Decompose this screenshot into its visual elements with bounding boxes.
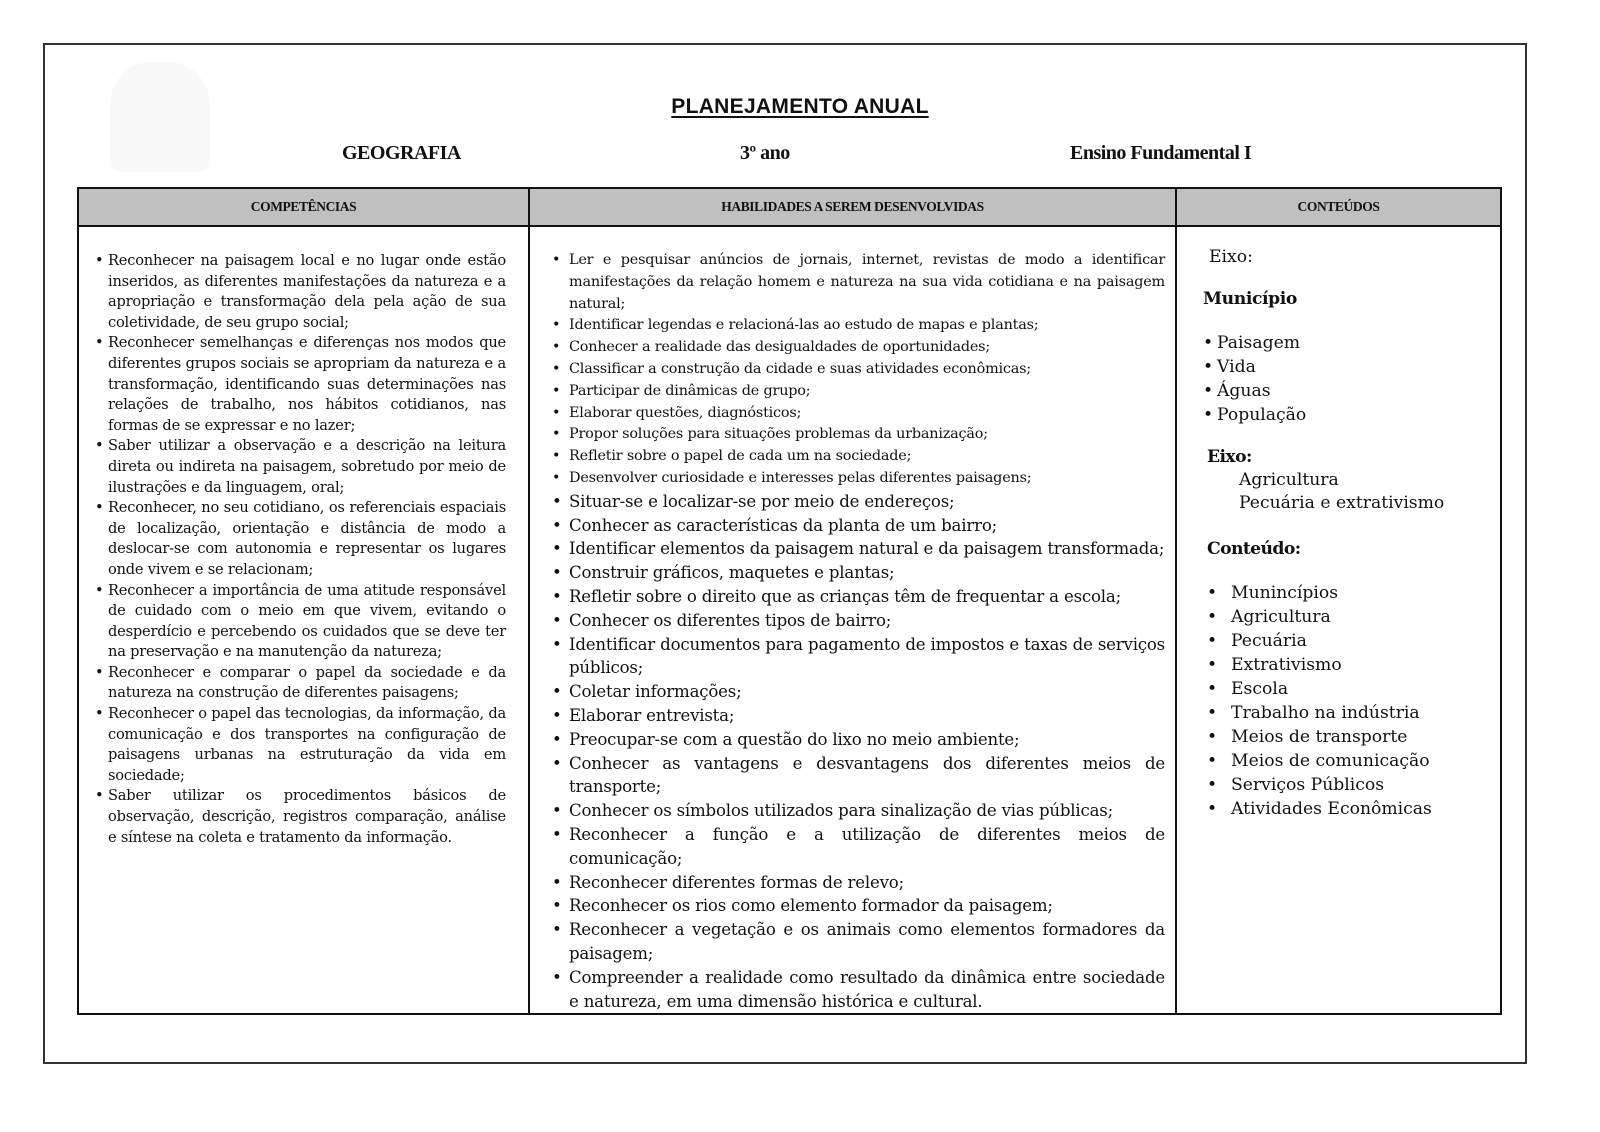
habilidade-item-text: Refletir sobre o direito que as crianças têm de frequentar a escola; [569,586,1121,606]
bullet-icon: • [552,586,562,606]
bullet-icon: • [1207,679,1218,699]
competencia-item [95,663,506,704]
habilidade-item-text: Identificar documentos para pagamento de impostos e taxas de serviços públicos; [569,634,1165,678]
conteudo-item-text: Atividades Econômicas [1231,799,1432,819]
bullet-icon: • [1207,751,1218,771]
habilidade-item [552,966,1165,1014]
bullet-icon: • [552,563,562,583]
municipio-topic-item-text: População [1217,405,1307,425]
conteudo-item [1203,725,1500,749]
habilidade-item [552,561,1165,585]
habilidade-item [552,633,1165,681]
habilidade-item [552,585,1165,609]
bullet-icon: • [552,469,561,486]
bullet-icon: • [1207,775,1218,795]
header-habilidades: HABILIDADES A SEREM DESENVOLVIDAS [529,188,1176,226]
competencia-item [95,786,506,848]
bullet-icon: • [1207,607,1218,627]
competencia-item-text: Reconhecer e comparar o papel da sociedade e da natureza na construção de diferentes paisagens; [108,663,506,702]
bullet-icon: • [552,252,561,268]
header-competencias: COMPETÊNCIAS [78,188,529,226]
habilidade-item-text: Conhecer as vantagens e desvantagens dos diferentes meios de transporte; [569,753,1165,797]
bullet-icon: • [552,610,562,630]
eixo-title-municipio: Município [1203,289,1297,309]
habilidade-item-text: Situar-se e localizar-se por meio de endereços; [569,491,955,511]
bullet-icon: • [552,448,561,465]
competencia-item-text: Reconhecer, no seu cotidiano, os referenciais espaciais de localização, orientação e distância de modo a deslocar-se com autonomia e representar os lugares onde vivem e se relacionam; [108,499,506,578]
bullet-icon: • [1207,583,1218,603]
conteudo-item-text: Extrativismo [1231,655,1342,675]
bullet-icon: • [552,317,561,334]
bullet-icon: • [552,491,562,511]
bullet-icon: • [1203,381,1214,401]
habilidade-item [552,250,1165,315]
bullet-icon: • [552,360,561,377]
bullet-icon: • [95,499,104,517]
municipio-topic-item [1203,403,1500,427]
eixo-2-item: Pecuária e extrativismo [1239,493,1445,513]
habilidade-item [552,609,1165,633]
bullet-icon: • [552,634,562,654]
habilidade-item [552,918,1165,966]
eixo-label: Eixo: [1209,247,1253,267]
bullet-icon: • [552,801,562,821]
habilidade-item-text: Compreender a realidade como resultado da dinâmica entre sociedade e natureza, em uma dimensão histórica e cultural. [569,967,1165,1011]
habilidade-item [552,359,1165,381]
header-conteudos: CONTEÚDOS [1176,188,1501,226]
planning-table [77,187,1502,1015]
subject-label: GEOGRAFIA [342,142,461,164]
conteudo-item [1203,797,1500,821]
habilidade-item-text: Identificar legendas e relacioná-las ao estudo de mapas e plantas; [569,317,1039,334]
bullet-icon: • [552,539,562,559]
habilidade-item [552,315,1165,337]
municipio-topic-item-text: Vida [1217,357,1256,377]
bullet-icon: • [95,663,104,681]
bullet-icon: • [552,753,562,773]
habilidade-item [552,514,1165,538]
habilidade-item-text: Elaborar questões, diagnósticos; [569,404,802,421]
bullet-icon: • [552,729,562,749]
conteudo-item-text: Trabalho na indústria [1231,703,1420,723]
competencias-cell [78,226,529,1014]
eixo-label-2: Eixo: [1207,447,1252,467]
conteudo-item-text: Munincípios [1231,583,1339,603]
competencia-item-text: Reconhecer a importância de uma atitude responsável de cuidado com o meio em que vivem, evitando o desperdício e percebendo os cuidados que se deve ter na preservação e na manutenção da natureza; [108,581,506,661]
table-body-row [78,226,1501,1014]
bullet-icon: • [95,252,104,269]
competencia-item-text: Saber utilizar os procedimentos básicos de observação, descrição, registros comparação, análise e síntese na coleta e tratamento da informação. [108,787,506,846]
municipio-topic-item [1203,331,1500,355]
habilidade-item [552,424,1165,446]
habilidades-cell [529,226,1176,1014]
municipio-topic-item-text: Águas [1217,381,1271,401]
bullet-icon: • [1207,703,1218,723]
conteudo-item-text: Meios de comunicação [1231,751,1430,771]
habilidade-item [552,403,1165,425]
education-level-label: Ensino Fundamental I [1070,142,1252,164]
conteudo-item [1203,653,1500,677]
conteudo-item [1203,581,1500,605]
habilidade-item [552,871,1165,895]
conteudo-list [1203,581,1500,821]
bullet-icon: • [552,426,561,443]
conteudos-block [1177,227,1500,821]
conteudo-item [1203,677,1500,701]
habilidade-item-text: Preocupar-se com a questão do lixo no meio ambiente; [569,729,1020,749]
habilidade-item-text: Construir gráficos, maquetes e plantas; [569,563,895,583]
competencia-item [95,251,506,333]
habilidade-item-text: Reconhecer diferentes formas de relevo; [569,872,904,892]
bullet-icon: • [1207,727,1218,747]
bullet-icon: • [552,872,562,892]
conteudo-item-text: Escola [1231,679,1289,699]
habilidade-item [552,381,1165,403]
bullet-icon: • [1207,655,1218,675]
competencia-item [95,704,506,786]
municipio-topic-item-text: Paisagem [1217,333,1301,353]
bullet-icon: • [552,515,562,535]
conteudo-item [1203,605,1500,629]
bullet-icon: • [552,967,562,987]
bullet-icon: • [1207,799,1218,819]
habilidade-item [552,468,1165,490]
habilidade-item-text: Reconhecer a função e a utilização de diferentes meios de comunicação; [569,824,1165,868]
municipio-topic-item [1203,379,1500,403]
habilidade-item [552,680,1165,704]
habilidade-item [552,752,1165,800]
habilidade-item-text: Conhecer os símbolos utilizados para sinalização de vias públicas; [569,801,1113,821]
municipio-topics-list [1203,331,1500,427]
habilidades-list [530,227,1175,1013]
bullet-icon: • [95,705,104,723]
eixo-2-item: Agricultura [1239,470,1339,490]
habilidade-item-text: Conhecer os diferentes tipos de bairro; [569,610,892,630]
conteudos-cell [1176,226,1501,1014]
bullet-icon: • [95,334,104,352]
habilidade-item [552,337,1165,359]
competencia-item [95,498,506,580]
habilidade-item-text: Reconhecer os rios como elemento formador da paisagem; [569,896,1053,916]
habilidade-item-text: Conhecer as características da planta de um bairro; [569,515,998,535]
conteudo-label: Conteúdo: [1207,539,1301,559]
habilidade-item-text: Coletar informações; [569,682,742,702]
conteudo-item [1203,629,1500,653]
competencia-item-text: Reconhecer na paisagem local e no lugar onde estão inseridos, as diferentes manifestações da natureza e a apropriação e transformação dela pela ação de sua coletividade, de seu grupo social; [108,252,506,331]
competencias-list [79,227,528,848]
bullet-icon: • [552,705,562,725]
conteudo-item [1203,749,1500,773]
conteudo-item-text: Pecuária [1231,631,1307,651]
competencia-item-text: Reconhecer o papel das tecnologias, da informação, da comunicação e dos transportes na configuração de paisagens urbanas na estruturação da vida em sociedade; [108,705,506,784]
bullet-icon: • [552,824,562,844]
competencia-item [95,436,506,498]
bullet-icon: • [1207,631,1218,651]
conteudo-item-text: Meios de transporte [1231,727,1408,747]
bullet-icon: • [552,404,561,421]
habilidade-item-text: Ler e pesquisar anúncios de jornais, internet, revistas de modo a identificar manifestações da relação homem e natureza na sua vida cotidiana e na paisagem natural; [569,252,1165,312]
bullet-icon: • [95,787,104,805]
habilidade-item [552,537,1165,561]
conteudo-item-text: Serviços Públicos [1231,775,1385,795]
eixo-2-items [1203,469,1500,515]
habilidade-item-text: Classificar a construção da cidade e suas atividades econômicas; [569,360,1031,377]
competencia-item-text: Saber utilizar a observação e a descrição na leitura direta ou indireta na paisagem, sobretudo por meio de ilustrações e da linguagem, oral; [108,437,506,496]
habilidade-item [552,894,1165,918]
competencia-item [95,581,506,663]
habilidade-item [552,490,1165,514]
bullet-icon: • [552,896,562,916]
bullet-icon: • [1203,333,1214,353]
conteudo-item [1203,701,1500,725]
bullet-icon: • [1203,357,1214,377]
document-title-text: PLANEJAMENTO ANUAL [671,95,929,118]
conteudo-item-text: Agricultura [1231,607,1331,627]
habilidade-item-text: Reconhecer a vegetação e os animais como elementos formadores da paisagem; [569,920,1165,963]
habilidade-item-text: Elaborar entrevista; [569,705,735,725]
habilidade-item-text: Propor soluções para situações problemas da urbanização; [569,426,988,443]
bullet-icon: • [95,581,104,599]
bullet-icon: • [1203,405,1214,425]
bullet-icon: • [552,682,562,702]
habilidade-item [552,704,1165,728]
document-title [0,95,1600,119]
bullet-icon: • [95,437,104,455]
habilidade-item-text: Identificar elementos da paisagem natural e da paisagem transformada; [569,539,1165,559]
habilidade-item [552,728,1165,752]
habilidade-item-text: Conhecer a realidade das desigualdades de oportunidades; [569,339,990,356]
habilidade-item-text: Participar de dinâmicas de grupo; [569,382,811,399]
bullet-icon: • [552,339,561,356]
bullet-icon: • [552,382,561,399]
habilidade-item-text: Desenvolver curiosidade e interesses pelas diferentes paisagens; [569,469,1032,486]
habilidade-item [552,799,1165,823]
competencia-item [95,333,506,436]
conteudo-item [1203,773,1500,797]
grade-label: 3º ano [740,142,790,164]
municipio-topic-item [1203,355,1500,379]
bullet-icon: • [552,920,562,940]
table-header-row [78,188,1501,226]
habilidade-item [552,446,1165,468]
competencia-item-text: Reconhecer semelhanças e diferenças nos modos que diferentes grupos sociais se apropriam da natureza e a transformação, identificando suas determinações nas relações de trabalho, nos hábitos cotidianos, nas formas de se expressar e no lazer; [108,334,506,434]
habilidade-item [552,823,1165,871]
habilidade-item-text: Refletir sobre o papel de cada um na sociedade; [569,448,912,465]
